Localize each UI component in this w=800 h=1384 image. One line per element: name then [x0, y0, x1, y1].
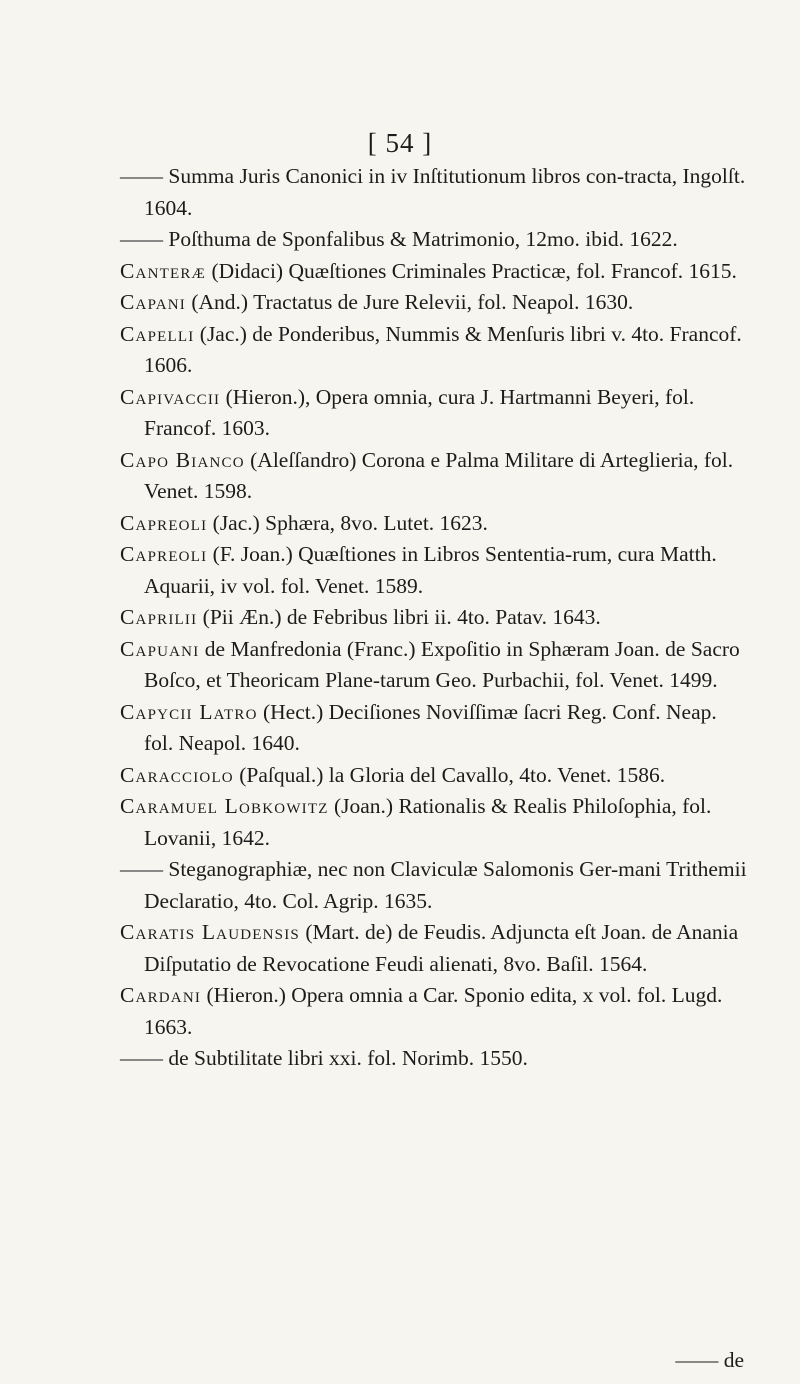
author-name: Caramuel Lobkowitz	[120, 794, 329, 818]
entry-text: de Subtilitate libri xxi. fol. Norimb. 1550.	[163, 1046, 528, 1070]
entry-text: Poſthuma de Sponfalibus & Matrimonio, 12mo. ibid. 1622.	[163, 227, 678, 251]
entry-text: (Hect.) Deciſiones Noviſſimæ ſacri Reg. Conf. Neap. fol. Neapol. 1640.	[144, 699, 717, 755]
ditto-dash: ——	[120, 227, 163, 251]
bibliography-entry	[120, 854, 750, 917]
entry-text: (Hieron.), Opera omnia, cura J. Hartmanni Beyeri, fol. Francof. 1603.	[144, 384, 695, 440]
bibliography-entry	[120, 256, 750, 288]
author-name: Caprilii	[120, 605, 198, 629]
catchword: —— de	[675, 1348, 744, 1372]
ditto-dash: ——	[120, 1046, 163, 1070]
bibliography-entry	[120, 760, 750, 792]
author-name: Caratis Laudensis	[120, 920, 300, 944]
entry-text: Steganographiæ, nec non Claviculæ Salomonis Ger-mani Trithemii Declaratio, 4to. Col. Agrip. 1635.	[144, 857, 747, 913]
entry-text: Summa Juris Canonici in iv Inſtitutionum libros con-tracta, Ingolſt. 1604.	[144, 164, 746, 220]
bibliography-entry	[120, 917, 750, 980]
bibliography-entry	[120, 634, 750, 697]
author-name: Capreoli	[120, 542, 208, 566]
bibliography-entry	[120, 224, 750, 256]
bibliography-entry	[120, 602, 750, 634]
entry-text: (And.) Tractatus de Jure Relevii, fol. Neapol. 1630.	[186, 290, 634, 314]
entry-text: (Didaci) Quæſtiones Criminales Practicæ, fol. Francof. 1615.	[206, 258, 737, 283]
bibliography-entry	[120, 287, 750, 319]
bibliography-entry	[120, 508, 750, 540]
entry-text: (Mart. de) de Feudis. Adjuncta eſt Joan. de Anania Diſputatio de Revocatione Feudi alienati, 8vo. Baſil. 1564.	[144, 920, 739, 976]
entry-text: de Manfredonia (Franc.) Expoſitio in Sphæram Joan. de Sacro Boſco, et Theoricam Plane-tarum Geo. Purbachii, fol. Venet. 1499.	[144, 636, 740, 692]
author-name: Capelli	[120, 321, 195, 346]
entry-text: (Joan.) Rationalis & Realis Philoſophia, fol. Lovanii, 1642.	[144, 794, 712, 850]
entry-text: (Jac.) Sphæra, 8vo. Lutet. 1623.	[207, 510, 488, 535]
bibliography-entry	[120, 382, 750, 445]
bibliography-entry	[120, 791, 750, 854]
entry-text: (Hieron.) Opera omnia a Car. Sponio edita, x vol. fol. Lugd. 1663.	[144, 983, 723, 1039]
bibliography-entry	[120, 319, 750, 382]
bibliography-entry	[120, 697, 750, 760]
author-name: Capycii Latro	[120, 699, 258, 724]
bibliography-entry	[120, 1043, 750, 1075]
ditto-dash: ——	[120, 857, 163, 881]
ditto-dash: ——	[120, 164, 163, 188]
author-name: Capo Bianco	[120, 447, 245, 472]
bibliography-entry	[120, 980, 750, 1043]
bibliography-entry	[120, 445, 750, 508]
bibliography-entry	[120, 161, 750, 224]
author-name: Capuani	[120, 636, 200, 661]
author-name: Canteræ	[120, 258, 207, 283]
author-name: Capivaccii	[120, 384, 221, 409]
entry-text: (Aleſſandro) Corona e Palma Militare di Arteglieria, fol. Venet. 1598.	[144, 447, 734, 503]
author-name: Caracciolo	[120, 762, 234, 787]
author-name: Cardani	[120, 983, 202, 1007]
page-number: [ 54 ]	[367, 128, 433, 158]
entry-text: (F. Joan.) Quæſtiones in Libros Sententia-rum, cura Matth. Aquarii, iv vol. fol. Venet. 1589.	[144, 542, 717, 598]
author-name: Capani	[120, 290, 186, 314]
bibliography-entries	[120, 161, 750, 1075]
entry-text: (Jac.) de Ponderibus, Nummis & Menſuris libri v. 4to. Francof. 1606.	[144, 321, 742, 377]
bibliography-entry	[120, 539, 750, 602]
author-name: Capreoli	[120, 510, 208, 535]
entry-text: (Paſqual.) la Gloria del Cavallo, 4to. Venet. 1586.	[233, 762, 666, 787]
entry-text: (Pii Æn.) de Febribus libri ii. 4to. Patav. 1643.	[197, 605, 601, 629]
